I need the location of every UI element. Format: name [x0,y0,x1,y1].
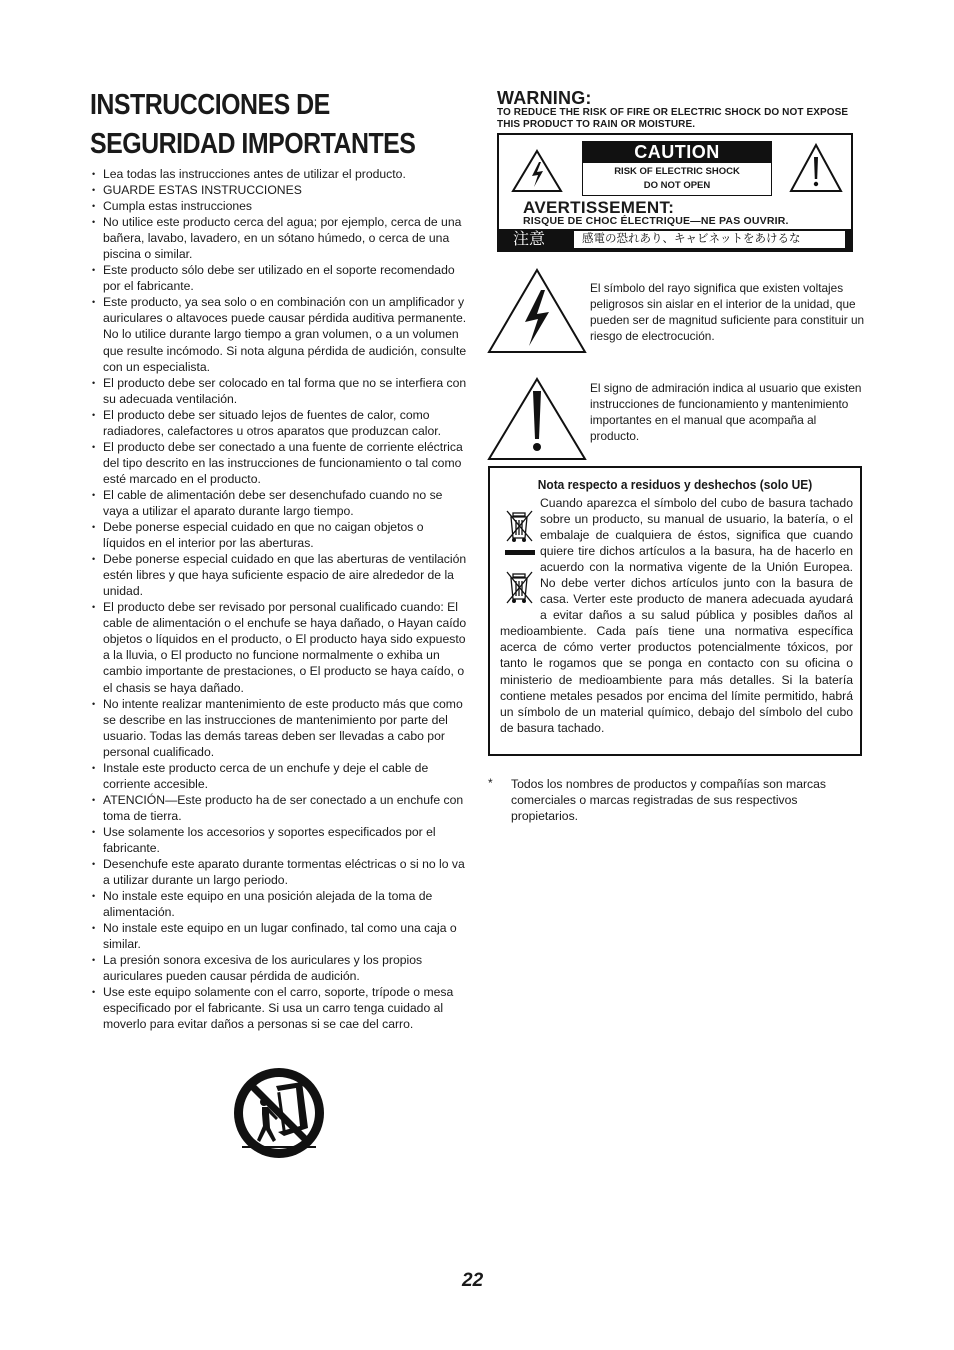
list-item: • Debe ponerse especial cuidado en que no caigan objetos o líquidos en el interior por las aberturas. [90,519,468,551]
avertissement-title: AVERTISSEMENT: [523,198,675,217]
list-item: • El producto debe ser conectado a una fuente de corriente eléctrica del tipo descrito en las instrucciones de funcionamiento o tal como esté marcado en el producto. [90,439,468,487]
page-number: 22 [462,1270,484,1291]
list-item: • El cable de alimentación debe ser desenchufado cuando no se vaya a utilizar el aparato durante largo tiempo. [90,487,468,519]
caution-title: CAUTION [583,142,771,163]
list-item: • El producto debe ser colocado en tal forma que no se interfiera con su adecuada ventilación. [90,375,468,407]
exclamation-description: El signo de admiración indica al usuario que existen instrucciones de funcionamiento y mantenimiento importantes en el manual que acompaña al producto. [590,381,862,444]
lightning-description: El símbolo del rayo significa que existen voltajes peligrosos sin aislar en el interior de la unidad, que pueden ser de magnitud suficiente para constituir un riesgo de electrocución. [590,281,865,344]
list-item: • Debe ponerse especial cuidado en que las aberturas de ventilación estén libres y que haya suficiente espacio de aire alrededor de la unidad. [90,551,468,599]
cart-warning-icon [232,1066,326,1160]
list-item: • ATENCIÓN—Este producto ha de ser conectado a un enchufe con toma de tierra. [90,792,468,824]
list-item: • No utilice este producto cerca del agua; por ejemplo, cerca de una bañera, lavabo, lavadero, en un sótano húmedo, o cerca de una piscina o similar. [90,214,468,262]
list-item: • Este producto, ya sea solo o en combinación con un amplificador y auriculares o altavoces puede causar pérdida auditiva permanente. No lo utilice durante largo tiempo a gran volumen, o a un volumen que resulte incómodo. Si nota alguna pérdida de audición, consulte con un especialista. [90,294,468,374]
footnote-text: Todos los nombres de productos y compañías son marcas comerciales o marcas registradas de sus respectivos propietarios. [511,777,826,824]
weee-body [500,495,853,736]
list-item: • Este producto sólo debe ser utilizado en el soporte recomendado por el fabricante. [90,262,468,294]
japanese-text: 感電の恐れあり、キャビネットをあけるな [574,231,845,248]
list-item: • GUARDE ESTAS INSTRUCCIONES [90,182,468,198]
exclamation-triangle-icon [789,143,843,193]
list-item: • Desenchufe este aparato durante tormentas eléctricas o si no lo va a utilizar durante un largo periodo. [90,856,468,888]
japanese-label: 注意 [513,231,546,248]
weee-title: Nota respecto a residuos y deshechos (solo UE) [537,477,813,492]
safety-instructions-list [90,166,468,1033]
list-item: • Cumpla estas instrucciones [90,198,468,214]
page-title-line2: SEGURIDAD IMPORTANTES [90,128,416,160]
caution-line2: DO NOT OPEN [643,180,711,191]
weee-body-text: Cuando aparezca el símbolo del cubo de basura tachado sobre un producto, su manual de usuario, la batería, o el embalaje de cualquiera de éstos, significa que cuando quiere tire dichos artículos a la basura, ha de hacerlo en acuerdo con la normativa vigente de la Unión Europea. No debe verter dichos artículos junto con la basura de casa. Verter este producto de manera adecuada ayudará a evitar daños a su salud pública y posibles daños al medioambiente. Cada país tiene una normativa específica acerca de cómo verter productos potencialmente tóxicos, por tanto le rogamos que se ponga en contacto con su oficina o ministerio de medioambiente para más detalles. Si la batería contiene metales pesados por encima del límite permitido, habrá un símbolo de un material químico, debajo del símbolo del cubo de basura tachado. [500,496,853,735]
warning-text: TO REDUCE THE RISK OF FIRE OR ELECTRIC SHOCK DO NOT EXPOSE THIS PRODUCT TO RAIN OR MOISTURE. [497,107,849,130]
caution-label-box [497,133,853,252]
weee-notice-box [488,466,862,756]
list-item: • La presión sonora excesiva de los auriculares y los propios auriculares pueden causar pérdida de audición. [90,952,468,984]
lightning-triangle-icon [511,149,563,193]
list-item: • No intente realizar mantenimiento de este producto más que como se describe en las instrucciones de mantenimiento por parte del usuario. Todas las demás tareas deben ser llevadas a cabo por personal cualificado. [90,696,468,760]
warning-heading: WARNING: [497,88,592,108]
page-title-line1: INSTRUCCIONES DE [90,89,330,121]
japanese-warning-bar [499,229,851,250]
list-item: • Use solamente los accesorios y soportes especificados por el fabricante. [90,824,468,856]
caution-panel [582,141,772,196]
list-item: • El producto debe ser situado lejos de fuentes de calor, como radiadores, calefactores u otros aparatos que produzcan calor. [90,407,468,439]
list-item: • Lea todas las instrucciones antes de utilizar el producto. [90,166,468,182]
avertissement-text: RISQUE DE CHOC ÉLECTRIQUE—NE PAS OUVRIR. [523,215,789,227]
footnote-marker: * [488,776,493,790]
list-item: • No instale este equipo en una posición alejada de la toma de alimentación. [90,888,468,920]
lightning-triangle-icon [487,268,587,354]
list-item: • El producto debe ser revisado por personal cualificado cuando: El cable de alimentación o el enchufe se haya dañado, o Hayan caído objetos o líquidos en el producto, o El producto haya sido expuesto a la lluvia, o El producto no funcione normalmente o exhiba un cambio importante de prestaciones, o El producto se haya caído, o el chasis se haya dañado. [90,599,468,695]
exclamation-triangle-icon [487,377,587,461]
list-item: • Use este equipo solamente con el carro, soporte, trípode o mesa especificado por el fabricante. Si usa un carro tenga cuidado al moverlo para evitar daños a personas si se cae del carro. [90,984,468,1032]
page-title [90,86,417,164]
list-item: • Instale este producto cerca de un enchufe y deje el cable de corriente accesible. [90,760,468,792]
caution-line1: RISK OF ELECTRIC SHOCK [614,166,740,177]
list-item: • No instale este equipo en un lugar confinado, tal como una caja o similar. [90,920,468,952]
